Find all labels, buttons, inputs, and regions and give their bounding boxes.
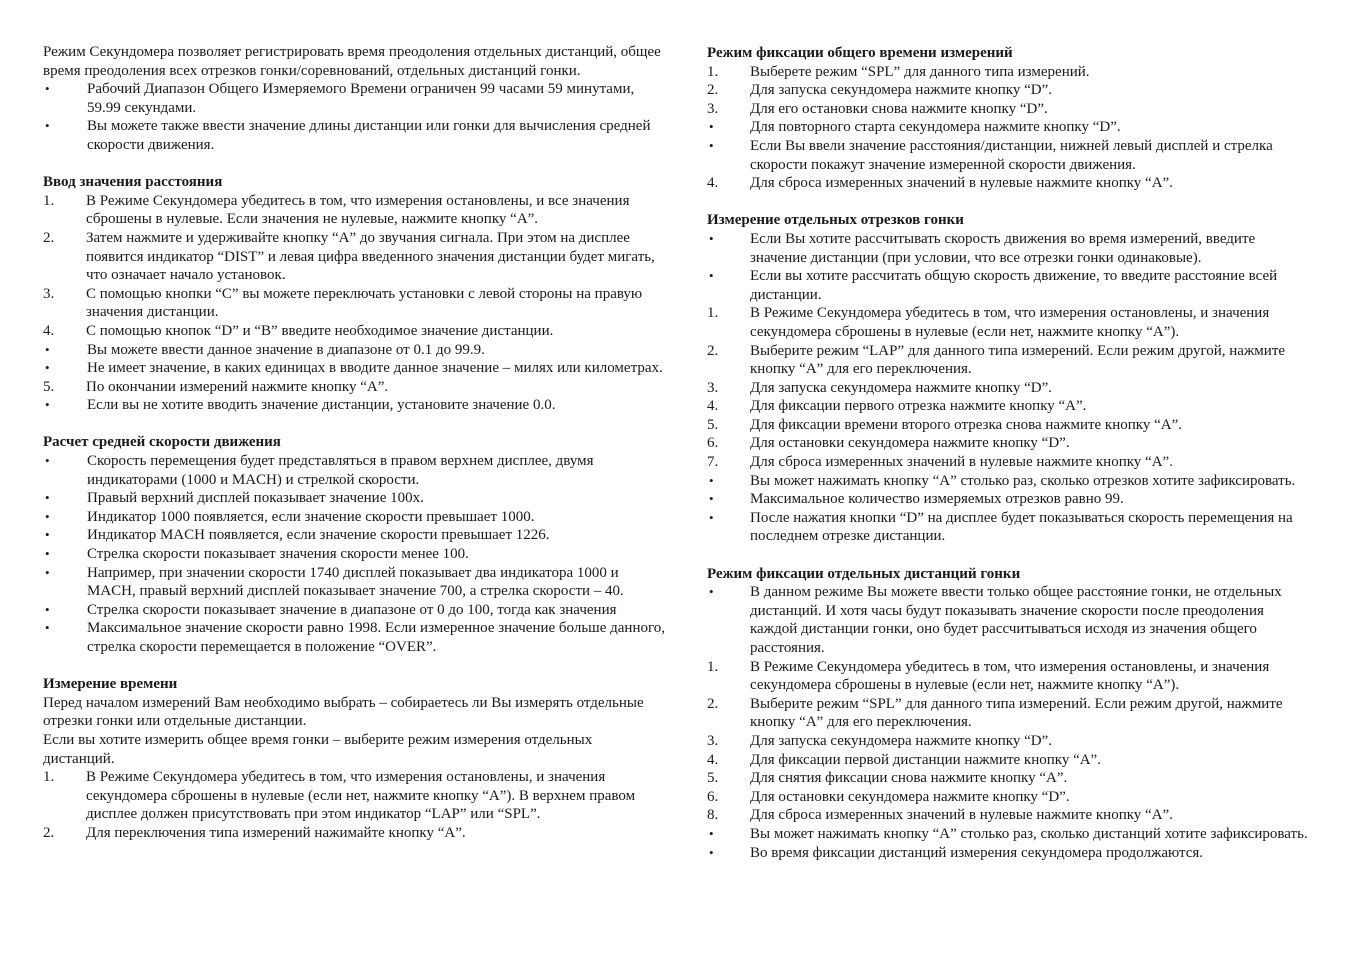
numbered-item bbox=[43, 285, 665, 322]
item-text: Для сброса измеренных значений в нулевые нажмите кнопку “A”. bbox=[750, 454, 1173, 471]
bullet-marker: • bbox=[709, 268, 714, 284]
numbered-item bbox=[707, 397, 1313, 416]
splits-list bbox=[707, 583, 1313, 862]
bullet-marker: • bbox=[709, 584, 714, 600]
item-text: Затем нажмите и удерживайте кнопку “A” до звучания сигнала. При этом на дисплее появится индикатор “DIST” и левая цифра введенного значения дистанции будет мигать, что означает начало установок. bbox=[86, 229, 655, 284]
item-text: Для сброса измеренных значений в нулевые нажмите кнопку “A”. bbox=[750, 175, 1173, 192]
numbered-item bbox=[707, 658, 1313, 695]
item-text: В Режиме Секундомера убедитесь в том, что измерения остановлены, и значения секундомера сброшены в нулевые (если нет, нажмите кнопку “A”). bbox=[750, 305, 1270, 340]
bullet-item bbox=[43, 508, 665, 527]
bullet-item bbox=[707, 230, 1313, 267]
item-text: Для переключения типа измерений нажимайте кнопку “A”. bbox=[86, 824, 466, 841]
item-number: 1. bbox=[707, 63, 719, 80]
item-text: Если Вы ввели значение расстояния/дистанции, нижней левый дисплей и стрелка скорости покажут значение измеренной скорости движения. bbox=[750, 137, 1273, 173]
item-text: Во время фиксации дистанций измерения секундомера продолжаются. bbox=[750, 844, 1204, 861]
intro-paragraph: Режим Секундомера позволяет регистрировать время преодоления отдельных дистанций, общее время преодоления всех отрезков гонки/соревнований, отдельных дистанций гонки. bbox=[43, 44, 661, 79]
item-text: Рабочий Диапазон Общего Измеряемого Времени ограничен 99 часами 59 минутами, 59.99 секундами. bbox=[87, 81, 635, 116]
numbered-item bbox=[707, 453, 1313, 472]
numbered-item bbox=[707, 63, 1313, 82]
item-number: 3. bbox=[707, 100, 719, 117]
bullet-marker: • bbox=[709, 472, 714, 488]
item-text: Максимальное значение скорости равно 1998. Если измеренное значение больше данного, стрелка скорости перемещается в положение “OVER”. bbox=[87, 620, 665, 655]
item-text: Если вы не хотите вводить значение дистанции, установите значение 0.0. bbox=[87, 397, 556, 414]
numbered-item bbox=[707, 174, 1313, 193]
bullet-item bbox=[43, 619, 665, 656]
item-text: Вы можете ввести данное значение в диапазоне от 0.1 до 99.9. bbox=[87, 341, 485, 358]
item-text: В Режиме Секундомера убедитесь в том, что измерения остановлены, и все значения сброшены в нулевые. Если значения не нулевые, нажмите кнопку “A”. bbox=[86, 192, 630, 228]
item-number: 3. bbox=[707, 379, 719, 396]
bullet-marker: • bbox=[709, 230, 714, 246]
bullet-item bbox=[43, 359, 665, 378]
time-paragraph-1: Перед началом измерений Вам необходимо выбрать – собираетесь ли Вы измерять отдельные отрезки гонки или отдельные дистанции. bbox=[43, 694, 644, 730]
numbered-item bbox=[707, 751, 1313, 770]
item-text: Если вы хотите рассчитать общую скорость движение, то введите расстояние всей дистанции. bbox=[750, 268, 1278, 303]
numbered-item bbox=[707, 732, 1313, 751]
item-text: Выберете режим “SPL” для данного типа измерений. bbox=[750, 63, 1090, 80]
bullet-marker: • bbox=[709, 119, 714, 135]
item-text: Для запуска секундомера нажмите кнопку “D”. bbox=[750, 732, 1053, 749]
item-number: 5. bbox=[707, 770, 719, 787]
numbered-item bbox=[707, 342, 1313, 379]
bullet-marker: • bbox=[709, 844, 714, 860]
item-text: Для остановки секундомера нажмите кнопку “D”. bbox=[750, 788, 1070, 805]
item-text: Индикатор 1000 появляется, если значение скорости превышает 1000. bbox=[87, 508, 535, 525]
item-number: 5. bbox=[707, 416, 719, 433]
time-paragraph-2: Если вы хотите измерить общее время гонки – выберите режим измерения отдельных дистанций. bbox=[43, 731, 593, 767]
numbered-item bbox=[707, 100, 1313, 119]
item-text: Например, при значении скорости 1740 дисплей показывает два индикатора 1000 и MACH, правый верхний дисплей показывает значение 700, а стрелка скорости – 40. bbox=[87, 564, 624, 600]
item-text: Не имеет значение, в каких единицах в вводите данное значение – милях или километрах. bbox=[87, 360, 663, 377]
bullet-item bbox=[43, 545, 665, 564]
laps-list bbox=[707, 230, 1313, 546]
item-text: Для его остановки снова нажмите кнопку “D”. bbox=[750, 100, 1048, 117]
bullet-marker: • bbox=[45, 118, 50, 134]
bullet-item bbox=[707, 118, 1313, 137]
item-text: С помощью кнопок “D” и “B” введите необходимое значение дистанции. bbox=[86, 322, 554, 339]
item-number: 4. bbox=[43, 322, 55, 339]
item-text: Максимальное количество измеряемых отрезков равно 99. bbox=[750, 491, 1124, 508]
numbered-item bbox=[43, 378, 665, 397]
item-number: 1. bbox=[707, 658, 719, 675]
bullet-item bbox=[43, 117, 665, 154]
item-text: После нажатия кнопки “D” на дисплее будет показываться скорость перемещения на последнем отрезке дистанции. bbox=[750, 509, 1293, 545]
item-number: 4. bbox=[707, 751, 719, 768]
item-text: По окончании измерений нажмите кнопку “A”. bbox=[86, 378, 389, 395]
numbered-item bbox=[43, 768, 665, 824]
distance-heading: Ввод значения расстояния bbox=[43, 174, 223, 191]
item-number: 3. bbox=[707, 732, 719, 749]
speed-heading: Расчет средней скорости движения bbox=[43, 434, 281, 451]
bullet-marker: • bbox=[45, 397, 50, 413]
item-number: 4. bbox=[707, 175, 719, 192]
item-number: 2. bbox=[707, 342, 719, 359]
bullet-item bbox=[707, 137, 1313, 174]
bullet-item bbox=[707, 583, 1313, 657]
laps-heading: Измерение отдельных отрезков гонки bbox=[707, 212, 964, 229]
item-text: Для повторного старта секундомера нажмите кнопку “D”. bbox=[750, 119, 1121, 136]
item-text: В Режиме Секундомера убедитесь в том, что измерения остановлены, и значения секундомера сброшены в нулевые (если нет, нажмите кнопку “A”). В верхнем правом дисплее должен присутствовать при этом индикатор “LAP” или “SPL”. bbox=[86, 769, 636, 823]
item-number: 2. bbox=[43, 824, 55, 841]
numbered-item bbox=[707, 379, 1313, 398]
item-number: 2. bbox=[707, 82, 719, 99]
item-text: Для фиксации первого отрезка нажмите кнопку “A”. bbox=[750, 398, 1087, 415]
bullet-item bbox=[707, 509, 1313, 546]
numbered-item bbox=[43, 824, 665, 843]
item-number: 2. bbox=[707, 695, 719, 712]
item-number: 1. bbox=[707, 305, 719, 322]
bullet-item bbox=[707, 825, 1313, 844]
item-number: 5. bbox=[43, 378, 55, 395]
item-text: Стрелка скорости показывает значение в диапазоне от 0 до 100, тогда как значения bbox=[87, 601, 617, 618]
numbered-item bbox=[707, 769, 1313, 788]
bullet-marker: • bbox=[45, 453, 50, 469]
item-number: 3. bbox=[43, 285, 55, 302]
bullet-item bbox=[707, 267, 1313, 304]
bullet-marker: • bbox=[709, 137, 714, 153]
bullet-item bbox=[43, 80, 665, 117]
item-text: С помощью кнопки “C” вы можете переключать установки с левой стороны на правую значения дистанции. bbox=[86, 285, 643, 321]
item-text: Вы может нажимать кнопку “A” столько раз, сколько отрезков хотите зафиксировать. bbox=[750, 472, 1296, 489]
item-text: Для запуска секундомера нажмите кнопку “D”. bbox=[750, 82, 1053, 99]
bullet-marker: • bbox=[709, 509, 714, 525]
item-text: Вы можете также ввести значение длины дистанции или гонки для вычисления средней скорости движения. bbox=[87, 118, 651, 153]
bullet-marker: • bbox=[45, 360, 50, 376]
bullet-marker: • bbox=[45, 601, 50, 617]
item-text: Для сброса измеренных значений в нулевые нажмите кнопку “A”. bbox=[750, 807, 1173, 824]
time-list bbox=[43, 768, 665, 842]
right-column bbox=[707, 44, 1313, 862]
item-text: Выберите режим “LAP” для данного типа измерений. Если режим другой, нажмите кнопку “A” для его переключения. bbox=[750, 342, 1286, 378]
item-number: 2. bbox=[43, 229, 55, 246]
bullet-marker: • bbox=[709, 491, 714, 507]
item-text: Правый верхний дисплей показывает значение 100x. bbox=[87, 490, 424, 507]
bullet-item bbox=[707, 490, 1313, 509]
bullet-marker: • bbox=[45, 620, 50, 636]
item-number: 4. bbox=[707, 398, 719, 415]
time-heading: Измерение времени bbox=[43, 676, 178, 693]
numbered-item bbox=[707, 81, 1313, 100]
bullet-item bbox=[707, 844, 1313, 863]
distance-list bbox=[43, 192, 665, 415]
item-text: Стрелка скорости показывает значения скорости менее 100. bbox=[87, 546, 469, 563]
bullet-item bbox=[43, 452, 665, 489]
item-text: В данном режиме Вы можете ввести только общее расстояние гонки, не отдельных дистанций. И хотя часы будут показывать значение скорости после преодоления каждой дистанции гонки, оно будет рассчитываться исходя из значения общего расстояния. bbox=[750, 584, 1282, 656]
item-number: 1. bbox=[43, 192, 55, 209]
item-text: В Режиме Секундомера убедитесь в том, что измерения остановлены, и значения секундомера сброшены в нулевые (если нет, нажмите кнопку “A”). bbox=[750, 658, 1270, 694]
bullet-marker: • bbox=[45, 508, 50, 524]
numbered-item bbox=[43, 229, 665, 285]
bullet-item bbox=[43, 564, 665, 601]
item-text: Для фиксации первой дистанции нажмите кнопку “A”. bbox=[750, 751, 1101, 768]
left-column bbox=[43, 43, 665, 843]
numbered-item bbox=[707, 416, 1313, 435]
item-number: 6. bbox=[707, 788, 719, 805]
item-text: Для запуска секундомера нажмите кнопку “D”. bbox=[750, 379, 1053, 396]
total-heading: Режим фиксации общего времени измерений bbox=[707, 45, 1013, 61]
item-text: Если Вы хотите рассчитывать скорость движения во время измерений, введите значение дистанции (при условии, что все отрезки гонки одинаковые). bbox=[750, 230, 1256, 266]
bullet-item bbox=[707, 472, 1313, 491]
item-text: Для фиксации времени второго отрезка снова нажмите кнопку “A”. bbox=[750, 416, 1182, 433]
speed-list bbox=[43, 452, 665, 657]
splits-heading: Режим фиксации отдельных дистанций гонки bbox=[707, 565, 1021, 582]
item-number: 1. bbox=[43, 769, 55, 786]
item-number: 7. bbox=[707, 454, 719, 471]
item-text: Скорость перемещения будет представляться в правом верхнем дисплее, двумя индикаторами (1000 и MACH) и стрелкой скорости. bbox=[87, 453, 594, 488]
numbered-item bbox=[707, 788, 1313, 807]
item-number: 8. bbox=[707, 807, 719, 824]
item-text: Индикатор MACH появляется, если значение скорости превышает 1226. bbox=[87, 527, 550, 544]
bullet-marker: • bbox=[45, 546, 50, 562]
bullet-marker: • bbox=[45, 527, 50, 543]
bullet-marker: • bbox=[45, 564, 50, 580]
numbered-item bbox=[707, 304, 1313, 341]
bullet-item bbox=[43, 489, 665, 508]
numbered-item bbox=[43, 192, 665, 229]
item-text: Для снятия фиксации снова нажмите кнопку “A”. bbox=[750, 770, 1068, 787]
bullet-marker: • bbox=[45, 81, 50, 97]
item-text: Для остановки секундомера нажмите кнопку “D”. bbox=[750, 435, 1070, 452]
bullet-item bbox=[43, 601, 665, 620]
bullet-marker: • bbox=[45, 341, 50, 357]
bullet-marker: • bbox=[45, 490, 50, 506]
total-list bbox=[707, 63, 1313, 193]
bullet-item bbox=[43, 396, 665, 415]
item-number: 6. bbox=[707, 435, 719, 452]
bullet-item bbox=[43, 526, 665, 545]
numbered-item bbox=[707, 806, 1313, 825]
item-text: Вы может нажимать кнопку “A” столько раз, сколько дистанций хотите зафиксировать. bbox=[750, 825, 1308, 842]
item-text: Выберите режим “SPL” для данного типа измерений. Если режим другой, нажмите кнопку “A” для его переключения. bbox=[750, 695, 1283, 731]
bullet-marker: • bbox=[709, 825, 714, 841]
intro-list bbox=[43, 80, 665, 154]
numbered-item bbox=[707, 434, 1313, 453]
bullet-item bbox=[43, 341, 665, 360]
numbered-item bbox=[707, 695, 1313, 732]
numbered-item bbox=[43, 322, 665, 341]
